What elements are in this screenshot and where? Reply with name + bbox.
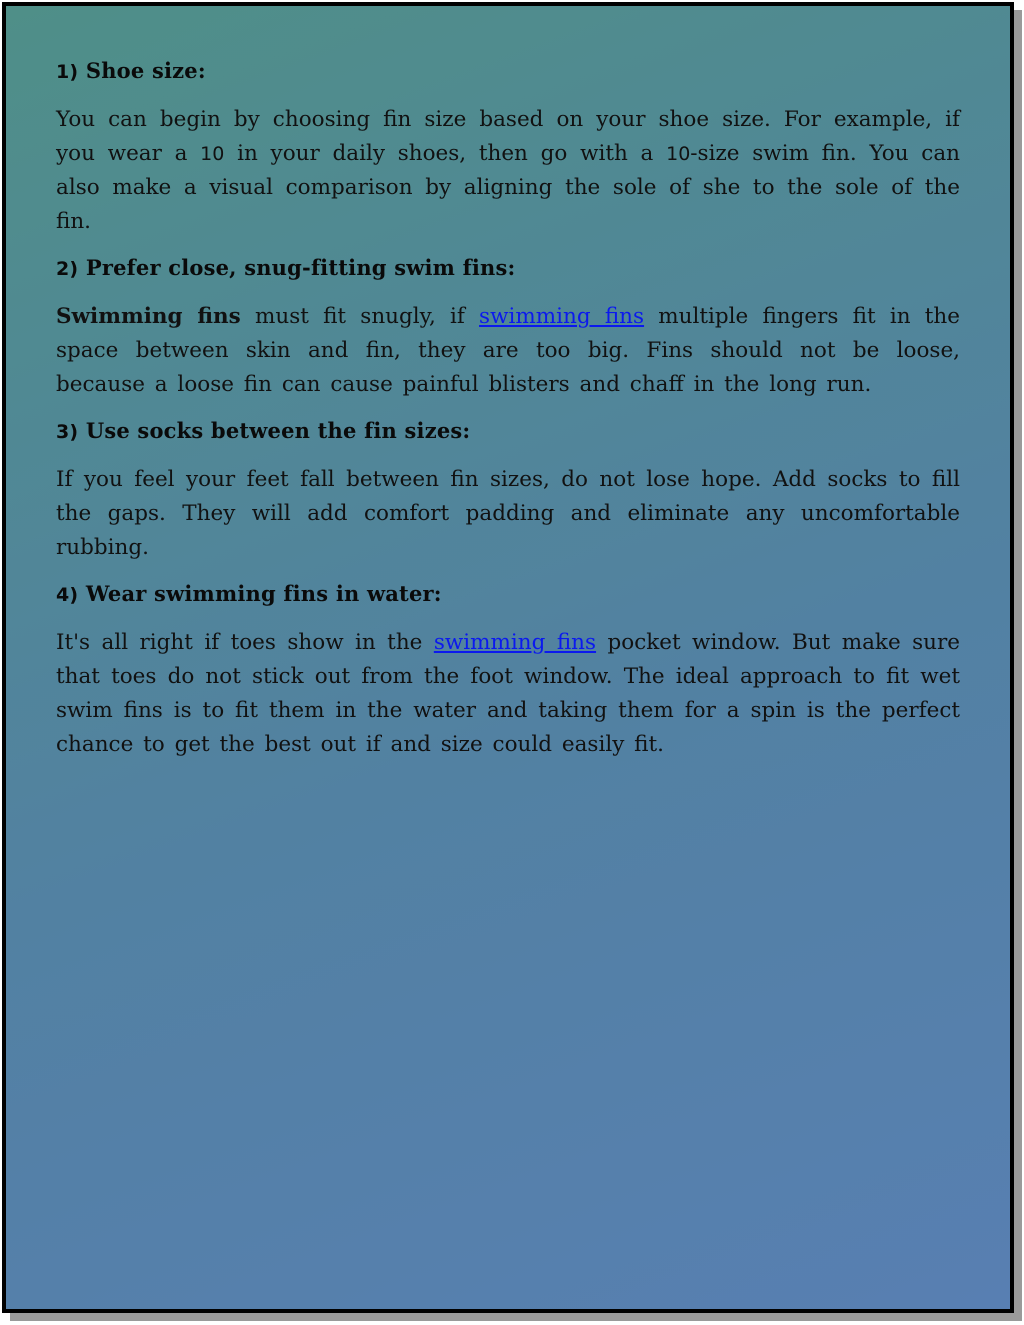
section-3-number: 3) <box>56 421 79 443</box>
section-4-paragraph <box>56 626 960 762</box>
section-2-bold-lead: Swimming fins <box>56 304 241 329</box>
section-4-heading <box>56 579 960 610</box>
section-1-paragraph <box>56 103 960 239</box>
section-1-text-a: You can begin by choosing fin size based on your shoe size. For example, if you wear a <box>56 107 960 166</box>
section-2-paragraph <box>56 300 960 402</box>
shoe-size-number-2: 10 <box>666 143 691 165</box>
document-content <box>56 56 960 776</box>
swimming-fins-link-1[interactable]: swimming fins <box>479 304 645 329</box>
section-4-number: 4) <box>56 584 79 606</box>
shoe-size-number-1: 10 <box>200 143 225 165</box>
section-4-text-a: It's all right if toes show in the <box>56 630 434 655</box>
document-page <box>2 2 1014 1313</box>
section-2-text-a: must fit snugly, if <box>240 304 480 329</box>
section-1-heading <box>56 56 960 87</box>
section-1-text-b: in your daily shoes, then go with a <box>224 141 667 166</box>
section-3-heading <box>56 416 960 447</box>
section-4-text-b: pocket window. But make sure that toes do not stick out from the foot window. The ideal approach to fit wet swim fins is to fit them in the water and taking them for a spin is the perfect chance to get the best out if and size could easily fit. <box>56 630 960 757</box>
section-3-title: Use socks between the fin sizes: <box>85 418 471 443</box>
section-1-text-c: -size swim fin. You can also make a visual comparison by aligning the sole of she to the sole of the fin. <box>56 141 960 234</box>
section-1-title: Shoe size: <box>85 58 206 83</box>
section-2-heading <box>56 253 960 284</box>
section-3-paragraph: If you feel your feet fall between fin sizes, do not lose hope. Add socks to fill the gaps. They will add comfort padding and eliminate any uncomfortable rubbing. <box>56 467 960 560</box>
section-2-title: Prefer close, snug-fitting swim fins: <box>85 255 516 280</box>
section-4-title: Wear swimming fins in water: <box>85 581 442 606</box>
section-1-number: 1) <box>56 61 79 83</box>
section-2-number: 2) <box>56 258 79 280</box>
section-2-text-b: multiple fingers fit in the space between skin and fin, they are too big. Fins should not be loose, because a loose fin can cause painful blisters and chaff in the long run. <box>56 304 960 397</box>
swimming-fins-link-2[interactable]: swimming fins <box>433 630 597 655</box>
